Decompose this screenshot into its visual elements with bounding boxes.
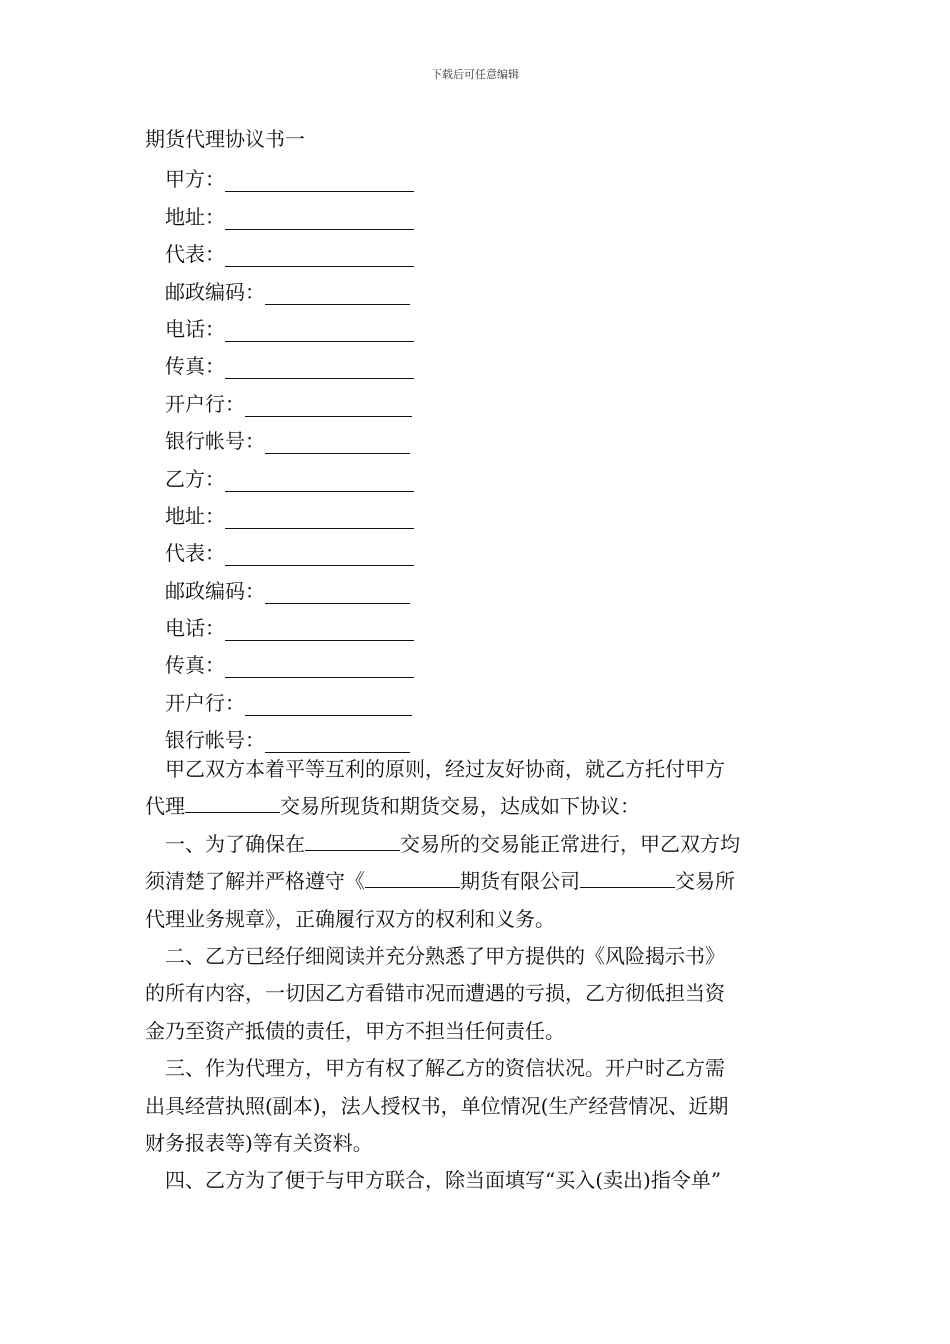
fill-in-blank[interactable] — [580, 865, 675, 888]
fill-in-line[interactable] — [225, 541, 414, 566]
clause-4: 四、乙方为了便于与甲方联合，除当面填写“买入(卖出)指令单” — [165, 1168, 722, 1193]
fill-in-line[interactable] — [225, 317, 414, 342]
party-b-representative-field: 代表： — [165, 529, 465, 566]
party-b-account-field: 银行帐号： — [165, 716, 465, 753]
document-title: 期货代理协议书一 — [145, 127, 305, 151]
fill-in-line[interactable] — [225, 205, 414, 230]
party-a-postcode-field: 邮政编码： — [165, 267, 465, 304]
fill-in-line[interactable] — [225, 653, 414, 678]
fill-in-line[interactable] — [225, 616, 414, 641]
party-b-name-field: 乙方： — [165, 454, 465, 491]
party-a-representative-field: 代表： — [165, 230, 465, 267]
fill-in-line[interactable] — [265, 429, 410, 454]
fill-in-line[interactable] — [245, 691, 412, 716]
fill-in-blank[interactable] — [305, 828, 400, 851]
party-fields — [165, 155, 465, 753]
party-b-fax-field: 传真： — [165, 641, 465, 678]
party-a-phone-field: 电话： — [165, 305, 465, 342]
fill-in-line[interactable] — [265, 579, 410, 604]
party-a-address-field: 地址： — [165, 192, 465, 229]
fill-in-blank[interactable] — [185, 790, 280, 813]
party-a-name-field: 甲方： — [165, 155, 465, 192]
agreement-body — [145, 751, 807, 1200]
clause-1: 一、为了确保在 交易所的交易能正常进行，甲乙双方均 须清楚了解并严格遵守《 期货有限公司 交易所 代理业务规章》，正确履行双方的权利和义务。 — [145, 826, 807, 938]
fill-in-line[interactable] — [225, 167, 414, 192]
fill-in-line[interactable] — [225, 242, 414, 267]
party-a-bank-field: 开户行： — [165, 379, 465, 416]
party-b-phone-field: 电话： — [165, 604, 465, 641]
party-b-address-field: 地址： — [165, 492, 465, 529]
party-a-account-field: 银行帐号： — [165, 417, 465, 454]
party-b-postcode-field: 邮政编码： — [165, 566, 465, 603]
header-note: 下载后可任意编辑 — [431, 68, 519, 81]
fill-in-line[interactable] — [225, 504, 414, 529]
clause-3: 三、作为代理方，甲方有权了解乙方的资信状况。开户时乙方需 出具经营执照(副本)，法人授权书，单位情况(生产经营情况、近期 财务报表等)等有关资料。 — [145, 1056, 729, 1156]
fill-in-line[interactable] — [265, 280, 410, 305]
fill-in-line[interactable] — [225, 467, 414, 492]
fill-in-line[interactable] — [265, 728, 410, 753]
fill-in-blank[interactable] — [365, 865, 460, 888]
intro-paragraph: 甲乙双方本着平等互利的原则，经过友好协商，就乙方托付甲方 代理 交易所现货和期货交易，达成如下协议： — [145, 757, 725, 819]
party-a-fax-field: 传真： — [165, 342, 465, 379]
fill-in-line[interactable] — [225, 354, 414, 379]
fill-in-line[interactable] — [245, 392, 412, 417]
clause-2: 二、乙方已经仔细阅读并充分熟悉了甲方提供的《风险揭示书》 的所有内容，一切因乙方看错市况而遭遇的亏损，乙方彻低担当资 金乃至资产抵债的责任，甲方不担当任何责任。 — [145, 944, 725, 1043]
party-b-bank-field: 开户行： — [165, 678, 465, 715]
